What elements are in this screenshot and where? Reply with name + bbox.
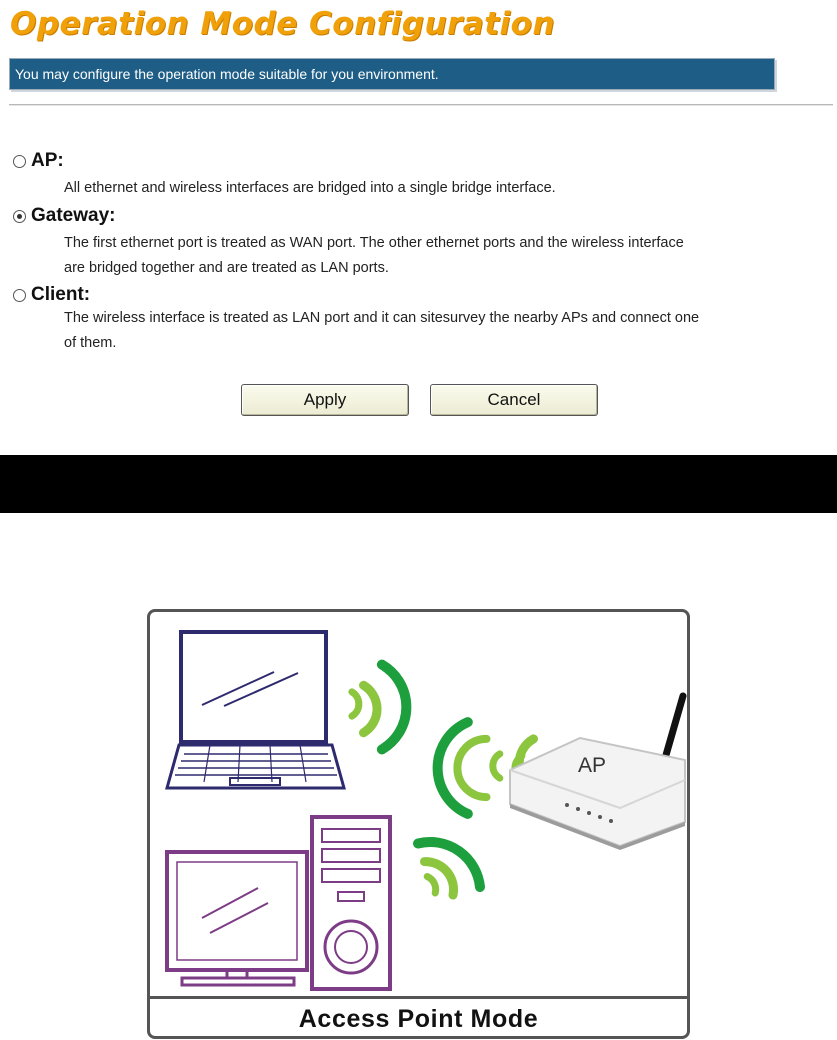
option-client-description-line2: of them.	[64, 335, 117, 351]
option-client-description-line1: The wireless interface is treated as LAN port and it can sitesurvey the nearby APs and connect one	[64, 310, 700, 326]
access-point-mode-diagram	[147, 609, 690, 1039]
option-gateway-label: Gateway:	[31, 205, 116, 226]
diagram-illustration	[150, 612, 687, 996]
option-client[interactable]	[13, 284, 90, 306]
apply-button[interactable]: Apply	[241, 384, 409, 416]
cancel-button[interactable]: Cancel	[430, 384, 598, 416]
section-separator-band	[0, 455, 837, 513]
radio-client[interactable]	[13, 289, 26, 302]
wireless-signal-icon	[352, 665, 406, 750]
page-title: Operation Mode Configuration	[10, 6, 556, 42]
wireless-signal-icon	[438, 722, 500, 814]
option-client-label: Client:	[31, 284, 91, 305]
desktop-computer-icon	[167, 817, 390, 989]
option-gateway-description-line2: are bridged together and are treated as LAN ports.	[64, 260, 389, 276]
access-point-label: AP	[578, 754, 607, 777]
info-banner: You may configure the operation mode suitable for you environment.	[9, 58, 775, 90]
option-gateway[interactable]	[13, 205, 115, 227]
radio-gateway[interactable]	[13, 210, 26, 223]
option-ap-label: AP:	[31, 150, 64, 171]
diagram-caption: Access Point Mode	[150, 996, 687, 1036]
option-ap-description: All ethernet and wireless interfaces are bridged into a single bridge interface.	[64, 180, 556, 196]
access-point-router-icon	[510, 696, 685, 850]
radio-ap[interactable]	[13, 155, 26, 168]
laptop-icon	[167, 632, 344, 788]
divider	[9, 104, 833, 106]
option-ap[interactable]	[13, 150, 64, 172]
option-gateway-description-line1: The first ethernet port is treated as WAN port. The other ethernet ports and the wireless interface	[64, 235, 684, 251]
wireless-signal-icon	[418, 842, 480, 895]
